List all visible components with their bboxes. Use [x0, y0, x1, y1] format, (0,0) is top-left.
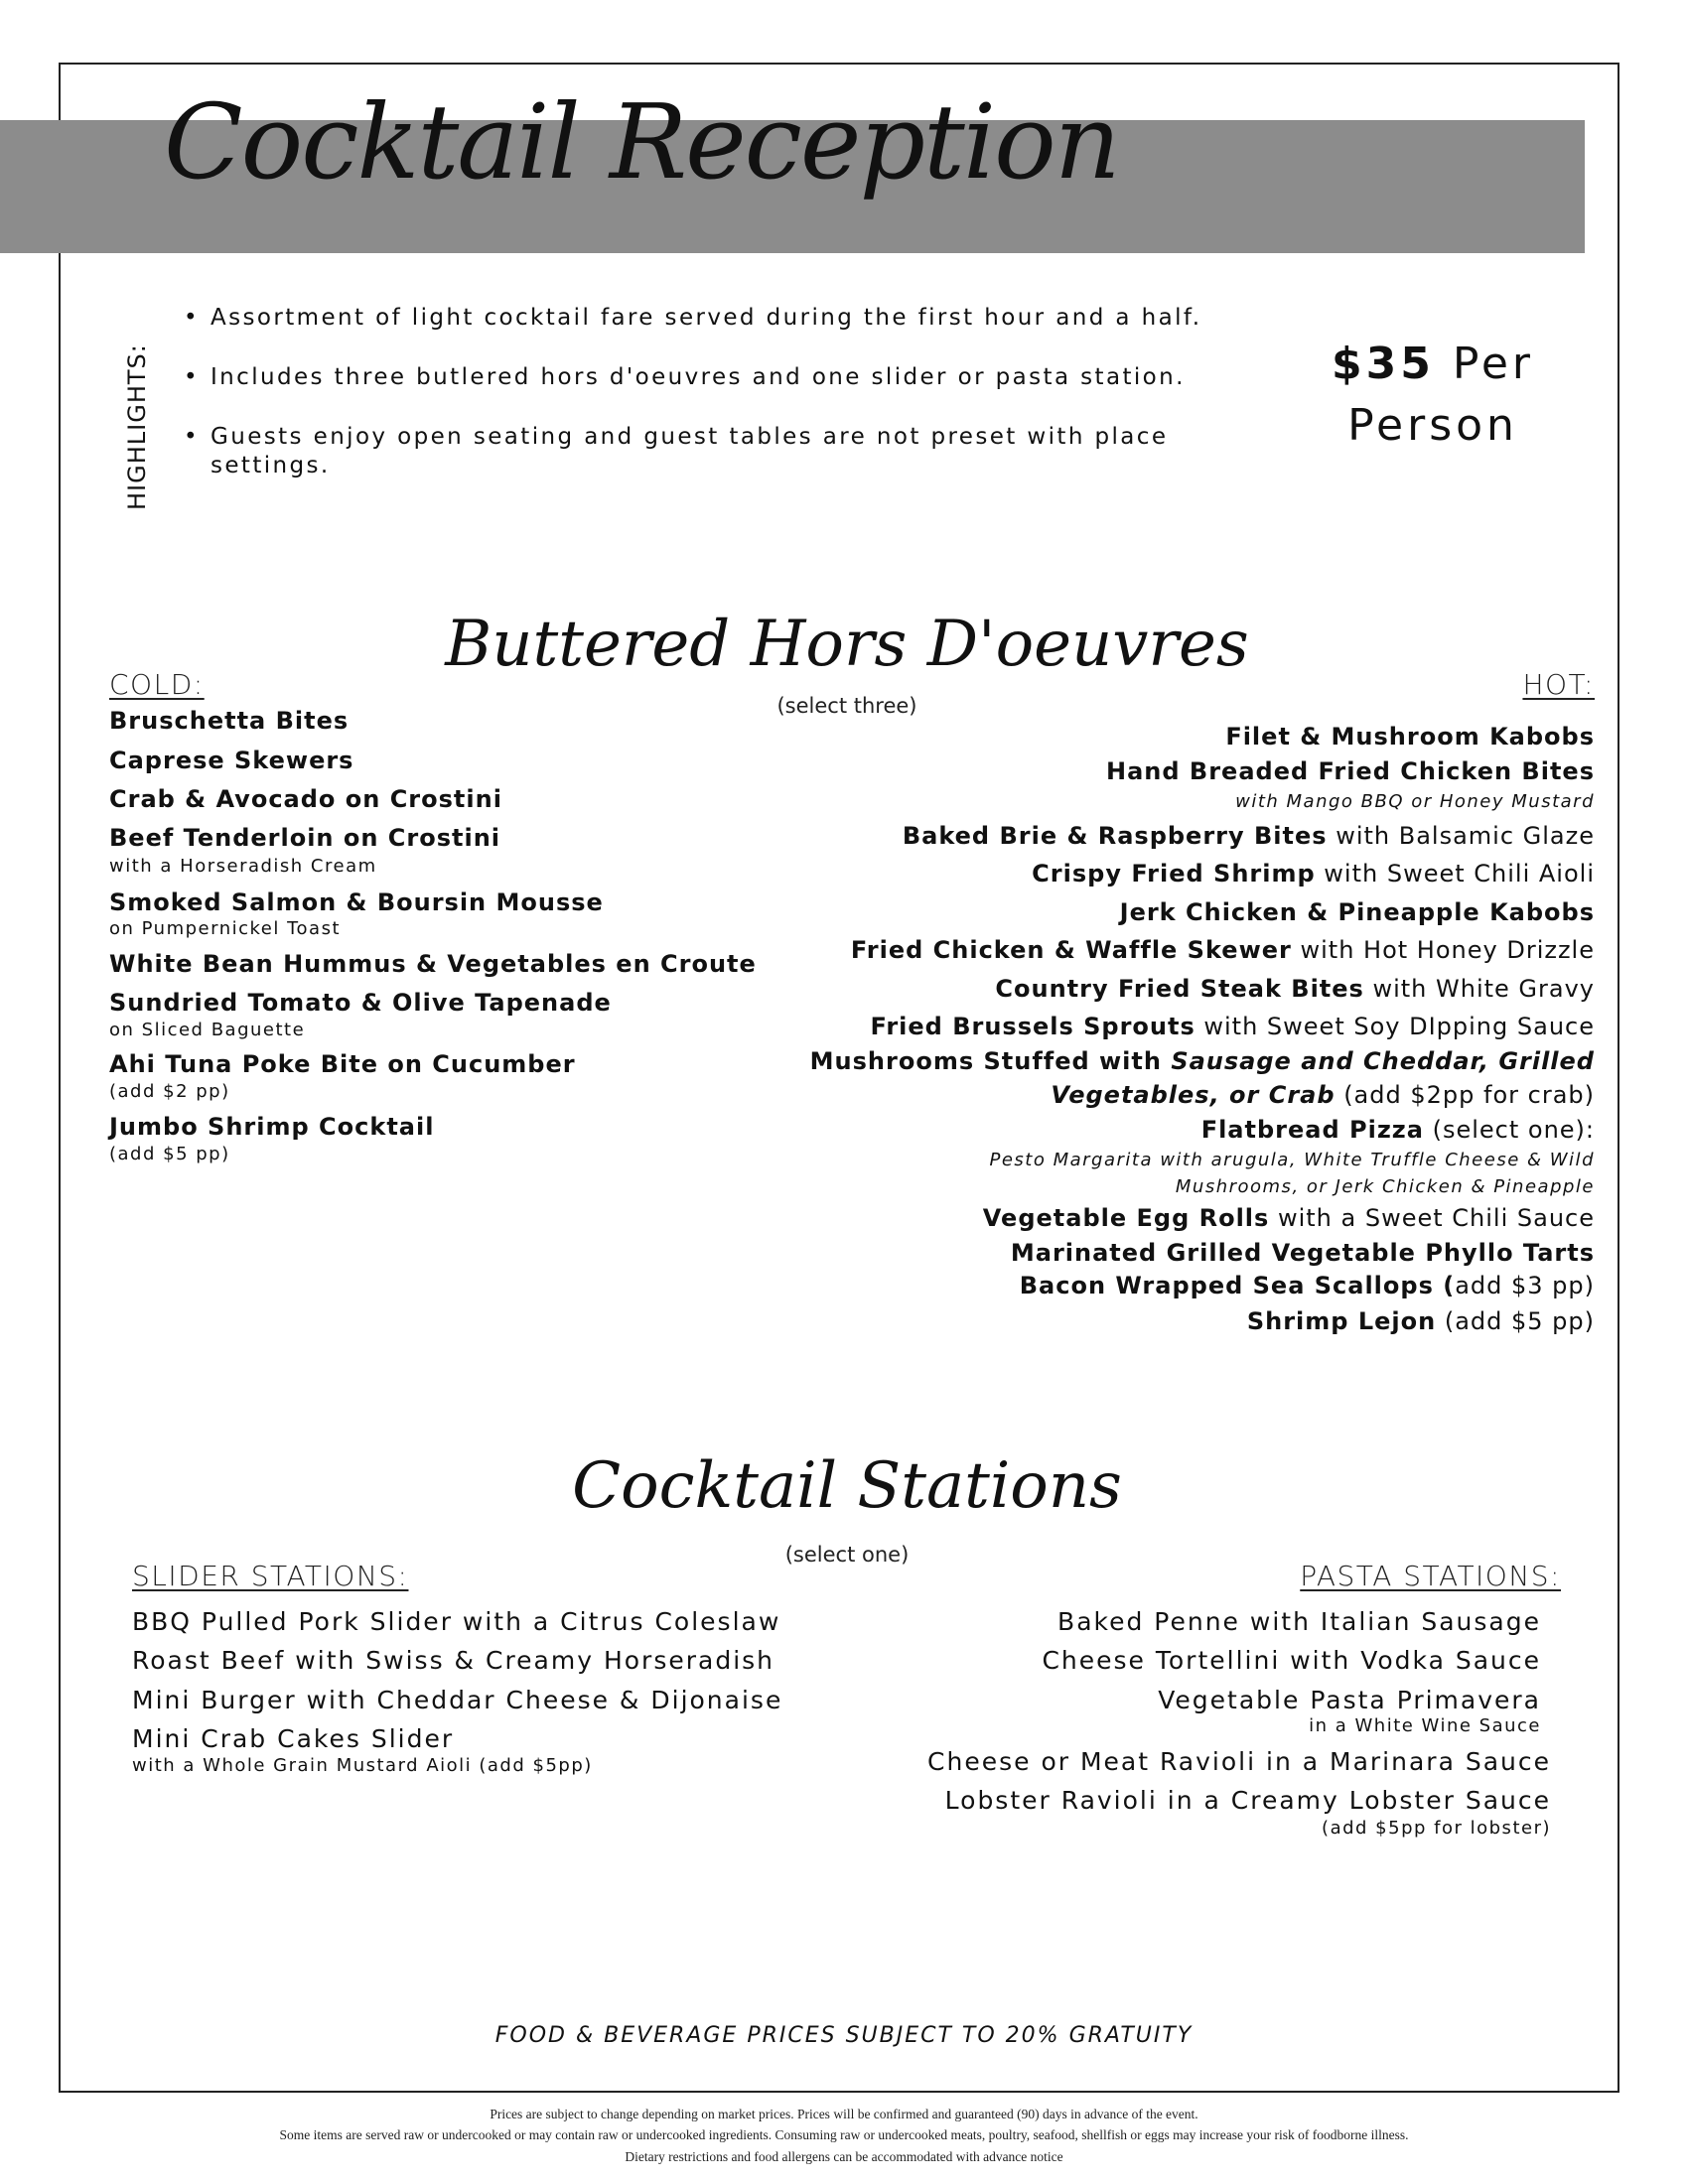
hors-select-note: (select three) — [776, 694, 917, 718]
hot-item — [1225, 722, 1595, 751]
hot-item-text: with Hot Honey Drizzle — [1291, 936, 1595, 964]
cold-item — [109, 784, 502, 814]
hot-item-text: Vegetable Egg Rolls — [982, 1204, 1270, 1232]
pasta-item-text: Baked Penne with Italian Sausage — [1057, 1607, 1541, 1636]
hot-item-text: with Balsamic Glaze — [1327, 822, 1595, 850]
hot-item-text: (select one): — [1423, 1116, 1595, 1144]
hot-item-note — [989, 1150, 1595, 1171]
hot-item — [995, 974, 1595, 1004]
slider-item-text: BBQ Pulled Pork Slider with a Citrus Coleslaw — [132, 1607, 781, 1636]
highlights-list — [184, 304, 1256, 511]
pasta-item — [945, 1786, 1551, 1816]
pasta-item-note-text: (add $5pp for lobster) — [1322, 1818, 1551, 1839]
hot-item — [1247, 1306, 1595, 1336]
cold-item-note-text: on Pumpernickel Toast — [109, 918, 342, 939]
hot-item-note-text: Mushrooms, or Jerk Chicken & Pineapple — [1175, 1176, 1595, 1197]
hot-item — [983, 1203, 1595, 1233]
hors-title: Buttered Hors D'oeuvres — [445, 608, 1249, 681]
pasta-label: PASTA STATIONS: — [1300, 1560, 1561, 1592]
slider-label: SLIDER STATIONS: — [132, 1560, 409, 1592]
hot-item-text: Fried Brussels Sprouts — [870, 1013, 1196, 1040]
hot-item-text: Hand Breaded Fried Chicken Bites — [1106, 757, 1595, 785]
hot-item — [903, 821, 1595, 851]
hot-item-text: Shrimp Lejon — [1246, 1307, 1437, 1335]
highlight-item: • Includes three butlered hors d'oeuvres and one slider or pasta station. — [184, 363, 1256, 392]
hot-item-note-text: with Mango BBQ or Honey Mustard — [1235, 791, 1595, 812]
cold-item-text: White Bean Hummus & Vegetables en Croute — [109, 950, 757, 978]
slider-item — [132, 1646, 774, 1676]
hot-item-text: Mushrooms Stuffed with — [809, 1047, 1172, 1075]
hot-item-text: Crispy Fried Shrimp — [1032, 860, 1316, 887]
cold-item-note — [109, 1081, 230, 1103]
stations-title: Cocktail Stations — [572, 1449, 1122, 1523]
cold-item — [109, 823, 500, 853]
cold-item-note — [109, 1020, 305, 1041]
pasta-item-note — [1309, 1715, 1541, 1737]
slider-item — [132, 1724, 454, 1754]
slider-item — [132, 1607, 780, 1637]
pasta-item-note — [1322, 1818, 1551, 1840]
price — [1234, 334, 1631, 457]
cold-item-text: Crab & Avocado on Crostini — [109, 785, 502, 813]
cold-item — [109, 706, 349, 736]
slider-item-note — [132, 1755, 593, 1777]
stations-select-note: (select one) — [784, 1543, 910, 1567]
hot-item — [1032, 859, 1595, 888]
pasta-item — [927, 1747, 1551, 1777]
cold-item-note-text: on Sliced Baguette — [109, 1020, 306, 1040]
hot-item-text: Marinated Grilled Vegetable Phyllo Tarts — [1010, 1239, 1595, 1267]
cold-item-text: Caprese Skewers — [109, 747, 354, 774]
price-unit: Person — [1347, 400, 1518, 451]
hot-item-text: with a Sweet Chili Sauce — [1269, 1204, 1595, 1232]
cold-item-note-text: with a Horseradish Cream — [109, 856, 377, 877]
cold-item — [109, 949, 757, 979]
hot-item-text: Country Fried Steak Bites — [995, 975, 1364, 1003]
highlight-item: • Assortment of light cocktail fare served during the first hour and a half. — [184, 304, 1256, 333]
hot-item-text: (add $2pp for crab) — [1335, 1081, 1595, 1109]
hot-item-text: Fried Chicken & Waffle Skewer — [850, 936, 1292, 964]
pasta-item-note-text: in a White Wine Sauce — [1309, 1715, 1541, 1736]
hot-item-text: (add $5 pp) — [1436, 1307, 1595, 1335]
page-title: Cocktail Reception — [164, 81, 1119, 203]
hot-item-text: Filet & Mushroom Kabobs — [1225, 723, 1595, 751]
cold-item-note-text: (add $5 pp) — [109, 1144, 230, 1164]
footer-line: Prices are subject to change depending on market prices. Prices will be confirmed and guaranteed (90) days in advance of the event. — [490, 2107, 1198, 2121]
pasta-item-text: Lobster Ravioli in a Creamy Lobster Sauce — [944, 1786, 1551, 1815]
pasta-item-text: Vegetable Pasta Primavera — [1158, 1686, 1541, 1714]
hot-label: HOT: — [1522, 668, 1595, 701]
cold-item — [109, 988, 612, 1018]
cold-item-note — [109, 918, 341, 940]
cold-item — [109, 887, 604, 917]
hot-item — [1020, 1271, 1595, 1300]
pasta-item — [1158, 1686, 1541, 1715]
price-amount: $35 — [1332, 339, 1435, 389]
gratuity-note: FOOD & BEVERAGE PRICES SUBJECT TO 20% GRATUITY — [494, 2023, 1194, 2048]
footer-line: Some items are served raw or undercooked or may contain raw or undercooked ingredients. Consuming raw or undercooked meats, poultry, seafood, shellfish or eggs may increase your risk of foodborne illness. — [279, 2127, 1409, 2142]
hot-item-text: with White Gravy — [1363, 975, 1595, 1003]
pasta-item-text: Cheese Tortellini with Vodka Sauce — [1042, 1646, 1541, 1675]
cold-label: COLD: — [109, 668, 205, 701]
price-unit: Per — [1452, 339, 1534, 389]
hot-item — [870, 1012, 1595, 1041]
hot-item — [810, 1046, 1595, 1076]
highlights-label: HIGHLIGHTS: — [123, 343, 151, 510]
cold-item-text: Jumbo Shrimp Cocktail — [109, 1113, 435, 1141]
footer-line: Dietary restrictions and food allergens can be accommodated with advance notice — [625, 2149, 1063, 2164]
hot-item-text: add $3 pp) — [1455, 1272, 1595, 1299]
hot-item-note-text: Pesto Margarita with arugula, White Truffle Cheese & Wild — [989, 1150, 1595, 1170]
hot-item-text: with Sweet Chili Aioli — [1315, 860, 1595, 887]
slider-item-note-text: with a Whole Grain Mustard Aioli (add $5pp) — [132, 1755, 593, 1776]
highlight-item: • Guests enjoy open seating and guest tables are not preset with place settings. — [184, 423, 1256, 480]
hot-item-text: Vegetables, or Crab — [1051, 1081, 1336, 1109]
hot-item-text: Jerk Chicken & Pineapple Kabobs — [1119, 898, 1595, 926]
cold-item-text: Beef Tenderloin on Crostini — [109, 824, 501, 852]
cold-item-text: Bruschetta Bites — [109, 707, 350, 735]
hot-item-text: Bacon Wrapped Sea Scallops ( — [1019, 1272, 1456, 1299]
slider-item-text: Mini Crab Cakes Slider — [132, 1724, 455, 1753]
cold-item-text: Ahi Tuna Poke Bite on Cucumber — [109, 1050, 576, 1078]
cold-item — [109, 746, 353, 775]
pasta-item-text: Cheese or Meat Ravioli in a Marinara Sauce — [927, 1747, 1551, 1776]
hot-item — [851, 935, 1595, 965]
cold-item — [109, 1112, 434, 1142]
cold-item — [109, 1049, 576, 1079]
hot-item-note — [1176, 1176, 1595, 1198]
cold-item-note — [109, 1144, 230, 1165]
pasta-item — [1042, 1646, 1541, 1676]
hot-item — [1051, 1080, 1595, 1110]
cold-item-note — [109, 856, 377, 878]
slider-item-text: Roast Beef with Swiss & Creamy Horseradish — [132, 1646, 775, 1675]
pasta-item — [1057, 1607, 1541, 1637]
hot-item — [1201, 1115, 1595, 1145]
hot-item-text: Sausage and Cheddar, Grilled — [1171, 1047, 1595, 1075]
cold-item-text: Sundried Tomato & Olive Tapenade — [109, 989, 612, 1017]
cold-item-note-text: (add $2 pp) — [109, 1081, 230, 1102]
hot-item-text: Baked Brie & Raspberry Bites — [902, 822, 1328, 850]
slider-item-text: Mini Burger with Cheddar Cheese & Dijonaise — [132, 1686, 783, 1714]
cold-item-text: Smoked Salmon & Boursin Mousse — [109, 888, 604, 916]
hot-item — [1120, 897, 1595, 927]
hot-item-text: Flatbread Pizza — [1200, 1116, 1424, 1144]
hot-item — [1011, 1238, 1595, 1268]
hot-item-note — [1235, 791, 1595, 813]
slider-item — [132, 1686, 782, 1715]
hot-item — [1106, 756, 1595, 786]
hot-item-text: with Sweet Soy DIpping Sauce — [1195, 1013, 1595, 1040]
